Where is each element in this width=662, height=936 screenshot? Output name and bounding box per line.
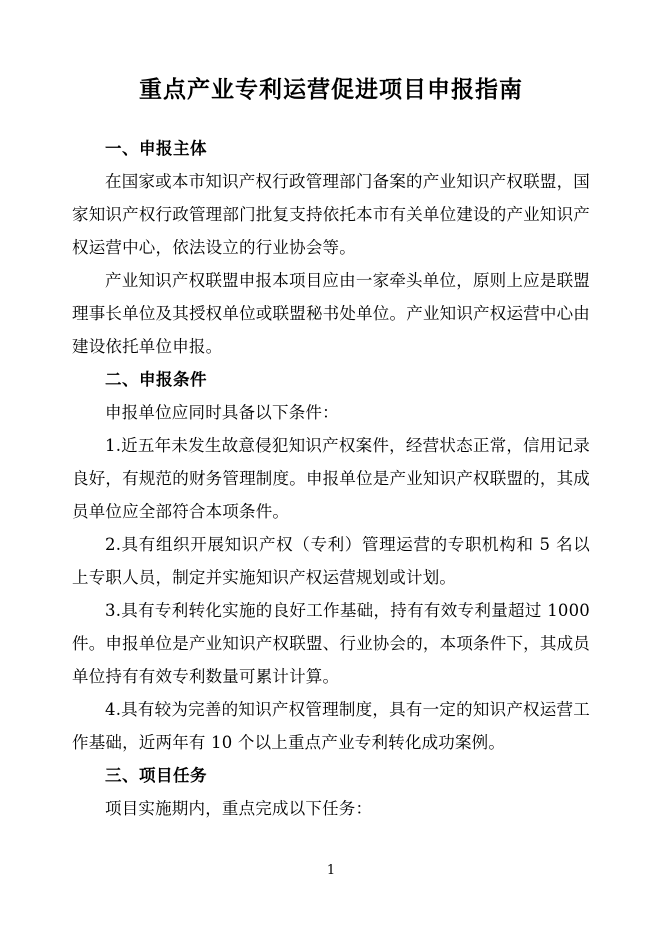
paragraph: 4.具有较为完善的知识产权管理制度，具有一定的知识产权运营工作基础，近两年有 10 个以上重点产业专利转化成功案例。 (72, 700, 590, 753)
paragraph: 在国家或本市知识产权行政管理部门备案的产业知识产权联盟，国家知识产权行政管理部门批复支持依托本市有关单位建设的产业知识产权运营中心，依法设立的行业协会等。 (72, 172, 590, 258)
paragraph: 2.具有组织开展知识产权（专利）管理运营的专职机构和 5 名以上专职人员，制定并实施知识产权运营规划或计划。 (72, 535, 590, 588)
section-heading: 一、申报主体 (105, 139, 207, 159)
page-number: 1 (326, 863, 336, 878)
paragraph: 3.具有专利转化实施的良好工作基础，持有有效专利量超过 1000 件。申报单位是产业知识产权联盟、行业协会的，本项条件下，其成员单位持有有效专利数量可累计计算。 (72, 601, 590, 687)
page-title: 重点产业专利运营促进项目申报指南 (139, 76, 523, 103)
section-heading: 三、项目任务 (105, 766, 207, 786)
paragraph: 1.近五年未发生故意侵犯知识产权案件，经营状态正常，信用记录良好，有规范的财务管理制度。申报单位是产业知识产权联盟的，其成员单位应全部符合本项条件。 (72, 436, 590, 522)
paragraph: 申报单位应同时具备以下条件： (105, 403, 339, 423)
paragraph: 产业知识产权联盟申报本项目应由一家牵头单位，原则上应是联盟理事长单位及其授权单位或联盟秘书处单位。产业知识产权运营中心由建设依托单位申报。 (72, 271, 590, 357)
section-heading: 二、申报条件 (105, 370, 207, 390)
document-body (72, 132, 590, 825)
paragraph: 项目实施期内，重点完成以下任务： (105, 799, 373, 819)
